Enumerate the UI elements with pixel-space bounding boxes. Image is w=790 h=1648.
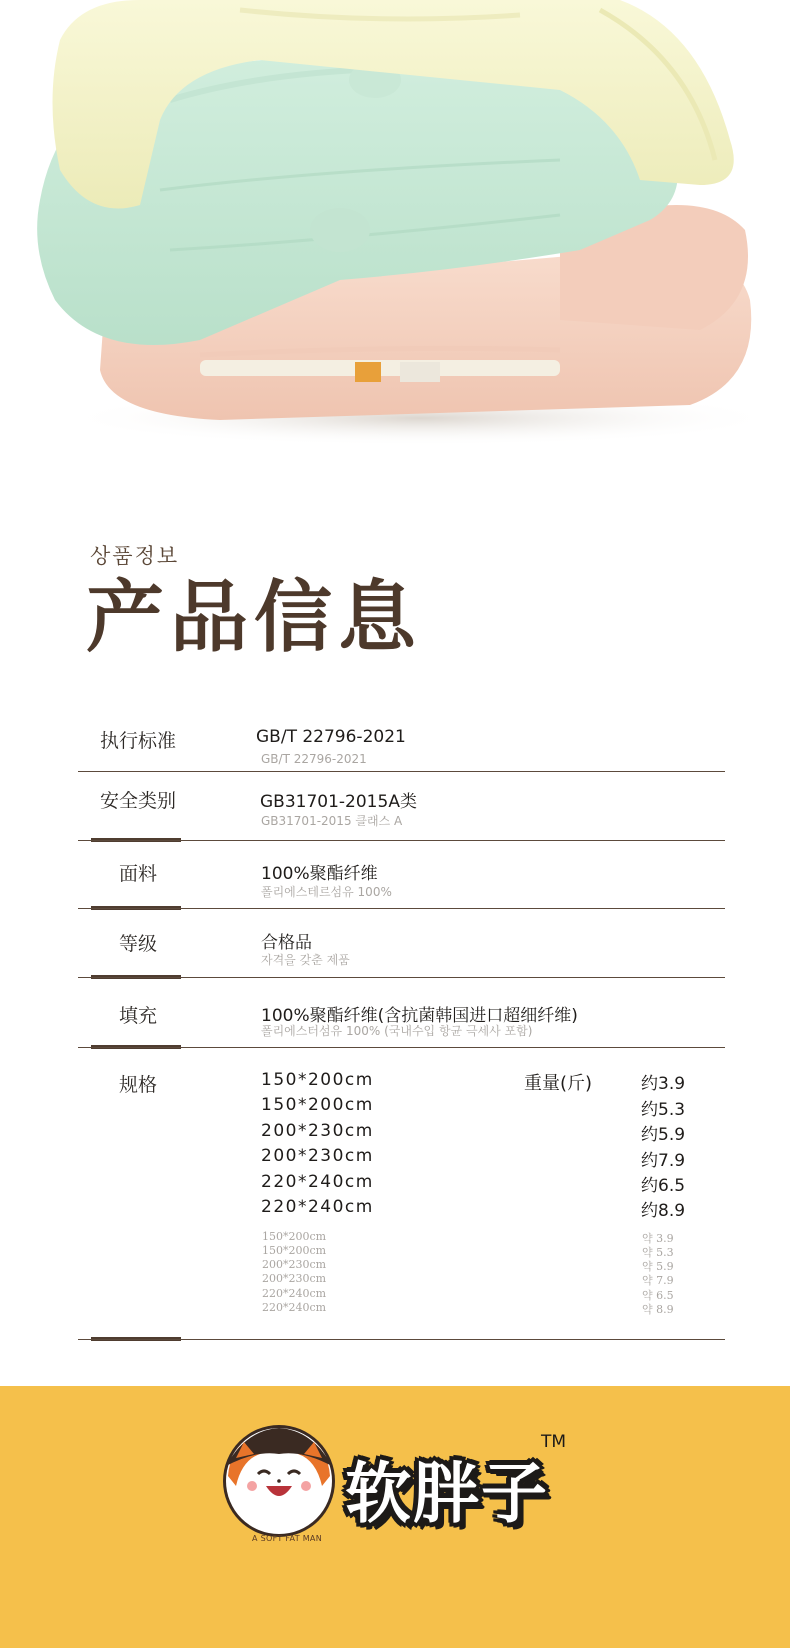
- row-subvalue: 폴리에스테르섬유 100%: [261, 885, 392, 899]
- spec-sub-weight: 약 8.9: [642, 1303, 674, 1316]
- row-subvalue: GB31701-2015 클래스 A: [261, 814, 403, 828]
- row-value: 合格品: [261, 933, 312, 953]
- row-divider: [78, 840, 725, 841]
- spec-size: 200*230cm: [261, 1146, 374, 1166]
- spec-size: 200*230cm: [261, 1121, 374, 1141]
- spec-size: 150*200cm: [261, 1095, 374, 1115]
- row-value: 100%聚酯纤维(含抗菌韩国进口超细纤维): [261, 1006, 578, 1026]
- quilt-stack-icon: [0, 0, 790, 470]
- spec-sub-weight: 약 7.9: [642, 1274, 674, 1287]
- spec-size: 220*240cm: [261, 1197, 374, 1217]
- spec-sub-size: 200*230cm: [262, 1258, 327, 1271]
- row-label: 填充: [118, 1005, 157, 1027]
- spec-sub-size: 150*200cm: [262, 1244, 327, 1257]
- row-divider: [78, 1339, 725, 1340]
- row-divider: [78, 1047, 725, 1048]
- row-label: 规格: [118, 1074, 157, 1096]
- row-label: 安全类别: [99, 790, 176, 812]
- spec-weight: 约5.9: [641, 1125, 686, 1145]
- weight-column-header: 重量(斤): [524, 1073, 593, 1094]
- spec-weight: 约3.9: [641, 1074, 686, 1094]
- spec-sub-weight: 약 5.3: [642, 1246, 674, 1259]
- brand-tagline: A SOFT FAT MAN: [252, 1534, 322, 1543]
- row-divider: [78, 977, 725, 978]
- row-label: 面料: [118, 863, 157, 885]
- row-label: 等级: [118, 933, 157, 955]
- row-subvalue: 자격을 갖춘 제품: [261, 953, 350, 967]
- spec-weight: 约6.5: [641, 1176, 686, 1196]
- row-value: GB31701-2015A类: [260, 792, 417, 812]
- row-subvalue: 폴리에스터섬유 100% (국내수입 항균 극세사 포함): [261, 1024, 533, 1038]
- spec-sub-size: 220*240cm: [262, 1301, 327, 1314]
- row-subvalue: GB/T 22796-2021: [261, 752, 367, 766]
- spec-sub-size: 220*240cm: [262, 1287, 327, 1300]
- trademark-mark: TM: [541, 1432, 567, 1452]
- row-value: 100%聚酯纤维: [261, 864, 378, 884]
- hero-quilt-image: [0, 0, 790, 470]
- row-label: 执行标准: [99, 730, 176, 752]
- brand-name: 软胖子: [345, 1455, 549, 1532]
- spec-weight: 约8.9: [641, 1201, 686, 1221]
- spec-size: 150*200cm: [261, 1070, 374, 1090]
- spec-sub-weight: 약 6.5: [642, 1289, 674, 1302]
- spec-sub-weight: 약 3.9: [642, 1232, 674, 1245]
- spec-weight: 约5.3: [641, 1100, 686, 1120]
- row-divider: [78, 771, 725, 772]
- spec-sub-size: 150*200cm: [262, 1230, 327, 1243]
- spec-size: 220*240cm: [261, 1172, 374, 1192]
- section-subtitle-korean: 상품정보: [90, 544, 180, 568]
- row-divider: [78, 908, 725, 909]
- cat-face-logo-icon: [222, 1424, 336, 1538]
- row-value: GB/T 22796-2021: [256, 727, 406, 747]
- spec-sub-weight: 약 5.9: [642, 1260, 674, 1273]
- spec-weight: 约7.9: [641, 1151, 686, 1171]
- page-title: 产品信息: [86, 573, 423, 663]
- spec-sub-size: 200*230cm: [262, 1272, 327, 1285]
